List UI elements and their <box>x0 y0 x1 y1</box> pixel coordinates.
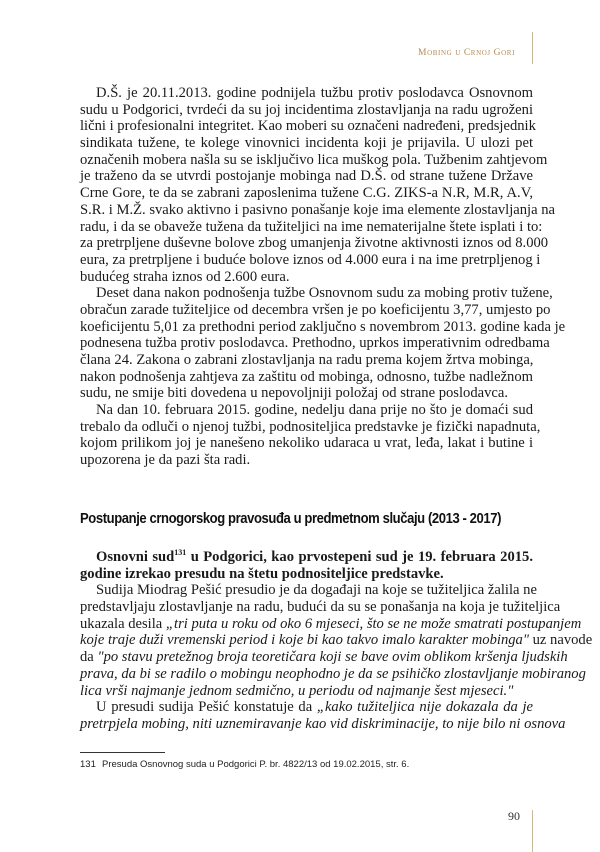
text-segment: člana 24. Zakona o zabrani zlostavljanja na radu prema kojem žrtva mobinga, <box>80 352 534 368</box>
text-segment: lični i profesionalni integritet. Kao moberi su označeni nadređeni, predsjednik <box>80 118 536 135</box>
paragraph-line <box>80 269 533 286</box>
paragraph-line <box>80 599 561 616</box>
text-segment: „kako tužiteljica nije dokazala da je <box>316 699 533 716</box>
text-segment: podnesena tužba protiv poslodavca. Prethodno, uprkos imperativnim odredbama <box>80 335 550 352</box>
paragraph-line <box>80 715 566 733</box>
paragraph-line <box>80 251 541 269</box>
paragraph-line <box>80 102 533 119</box>
paragraph-line <box>80 665 586 683</box>
text-segment: ukazala desila <box>80 615 166 632</box>
text-segment: eura, za pretrpljene i buduće bolove iznos od 4.000 eura i na ime pretrpljenog i <box>80 251 541 268</box>
paragraph-line <box>80 615 582 633</box>
text-segment: budućeg straha iznos od 2.600 eura. <box>80 268 290 285</box>
paragraph-line <box>80 549 533 566</box>
paragraph-line <box>80 452 533 469</box>
text-segment: Deset dana nakon podnošenja tužbe Osnovnom sudu za mobing protiv tužene, <box>96 285 553 302</box>
paragraph-line <box>80 301 551 319</box>
text-segment: obračun zarade tužiteljice od decembra vršen je po koeficijentu 3,77, umjesto po <box>80 301 551 318</box>
text-segment: za pretrpljene duševne bolove zbog umanjenja životne aktivnosti iznos od 8.000 <box>80 235 549 252</box>
text-segment: radu, i da se obaveže tužena da tužiteljici na ime nematerijalne štete isplati i to: <box>80 218 543 235</box>
text-segment: koeficijentu 5,01 za prethodni period zaključno s novembrom 2013. godine kada je <box>80 318 566 335</box>
text-segment: sindikata tužene, te kolege vinovnici incidenta koji je prijavila. U ulozi pet <box>80 135 533 152</box>
paragraph-line <box>80 318 566 336</box>
text-segment: sudu, ne smije biti dovedena u nepovoljniji položaj od strane poslodavca. <box>80 385 508 402</box>
paragraph-line <box>80 435 533 452</box>
paragraph-line <box>80 151 548 169</box>
text-segment: uz navode <box>528 632 593 649</box>
paragraph-line <box>80 185 533 202</box>
text-segment: „tri puta u roku od oko 6 mjeseci, što se ne može smatrati postupanjem <box>165 615 582 632</box>
text-segment: Na dan 10. februara 2015. godine, nedelju dana prije no što je domaći sud <box>96 402 533 419</box>
text-segment: upozorena je da pazi šta radi. <box>80 452 251 469</box>
running-head-title: Mobing u Crnoj Gori <box>418 48 515 58</box>
footnote-reference: 131 <box>174 548 187 557</box>
paragraph-line <box>80 582 537 599</box>
text-segment: prava, da bi se radilo o mobingu neophodno je da se psihičko zlostavljanje mobiranog <box>80 665 586 682</box>
footer-divider <box>532 810 533 852</box>
paragraph-line <box>80 218 543 236</box>
text-segment: Sudija Miodrag Pešić presudio je da događaji na koje se tužiteljica žalila ne <box>96 582 537 599</box>
paragraph-line <box>80 566 533 583</box>
text-segment: pretrpjela mobing, niti uznemiravanje kao vid diskriminacije, to nije bilo ni osnova <box>80 715 566 732</box>
footnote-text: Presuda Osnovnog suda u Podgorici P. br. 4822/13 od 19.02.2015, str. 6. <box>102 759 410 770</box>
footnote <box>80 759 409 770</box>
text-segment: predstavljaju zlostavljanje na radu, budući da su se ponašanja na koja je tužiteljica <box>80 599 561 616</box>
paragraph-line <box>80 352 533 369</box>
paragraph-line <box>80 335 550 352</box>
paragraph-line <box>80 235 549 252</box>
text-segment: D.Š. je 20.11.2013. godine podnijela tužbu protiv poslodavca Osnovnom <box>96 85 533 101</box>
text-segment: lica vrši najmanje jednom sedmično, u periodu od najmanje šest mjeseci." <box>80 682 514 699</box>
text-segment: S.R. i M.Ž. svako aktivno i pasivno ponašanje koje ima elemente zlostavljanja na <box>80 201 556 218</box>
footnote-rule <box>80 752 165 753</box>
header-divider <box>532 32 533 64</box>
page-number: 90 <box>508 809 520 823</box>
paragraph-line <box>80 683 533 700</box>
text-segment: U presudi sudija Pešić konstatuje da <box>96 699 317 716</box>
paragraph-line <box>80 135 533 152</box>
text-segment: koje traje duži vremenski period i koje bi kao takvo imalo karakter mobinga" <box>80 632 529 649</box>
footnote-number: 131 <box>80 759 96 770</box>
paragraph-line <box>80 632 593 649</box>
text-segment: označenih mobera našla su se isključivo lica muškog pola. Tužbenim zahtjevom <box>80 151 548 168</box>
text-segment: nakon podnošenja zahtjeva za zaštitu od mobinga, odnosno, tužbe nadležnom <box>80 368 533 385</box>
paragraph-line <box>80 385 533 402</box>
text-segment: sudu u Podgorici, tvrdeći da su joj incidentima zlostavljanja na radu ugroženi <box>80 101 533 118</box>
paragraph-line <box>80 369 533 386</box>
text-segment: godine izrekao presudu na štetu podnositeljice predstavke. <box>80 565 444 582</box>
section-heading: Postupanje crnogorskog pravosuđa u predmetnom slučaju (2013 - 2017) <box>80 511 502 527</box>
paragraph-line <box>80 418 541 436</box>
text-segment: u Podgorici, kao prvostepeni sud je 19. februara 2015. <box>186 549 533 565</box>
text-segment: kojom prilikom joj je nanešeno nekoliko udaraca u vrat, leđa, lakat i butine i <box>80 435 533 452</box>
paragraph-line <box>80 85 533 102</box>
text-segment: "po stavu pretežnog broja teoretičara koji se bave ovim oblikom kršenja ljudskih <box>97 649 568 666</box>
text-segment: da <box>80 649 98 666</box>
paragraph-line <box>80 168 533 185</box>
text-segment: Osnovni sud <box>96 549 175 565</box>
paragraph-line <box>80 649 568 666</box>
paragraph-line <box>80 699 533 716</box>
text-segment: je traženo da se utvrdi postojanje mobinga nad D.Š. od strane tužene Države <box>80 168 533 185</box>
paragraph-line <box>80 118 536 135</box>
body-text-bottom <box>80 548 593 733</box>
paragraph-line <box>80 402 533 419</box>
paragraph-line <box>80 201 556 219</box>
text-segment: trebalo da odluči o njenoj tužbi, podnositeljica predstavke je fizički napadnuta, <box>80 418 541 435</box>
paragraph-line <box>80 285 553 302</box>
text-segment: Crne Gore, te da se zabrani zaposlenima tužene C.G. ZIKS-a N.R, M.R, A.V, <box>80 185 533 202</box>
body-text-top <box>80 85 566 469</box>
